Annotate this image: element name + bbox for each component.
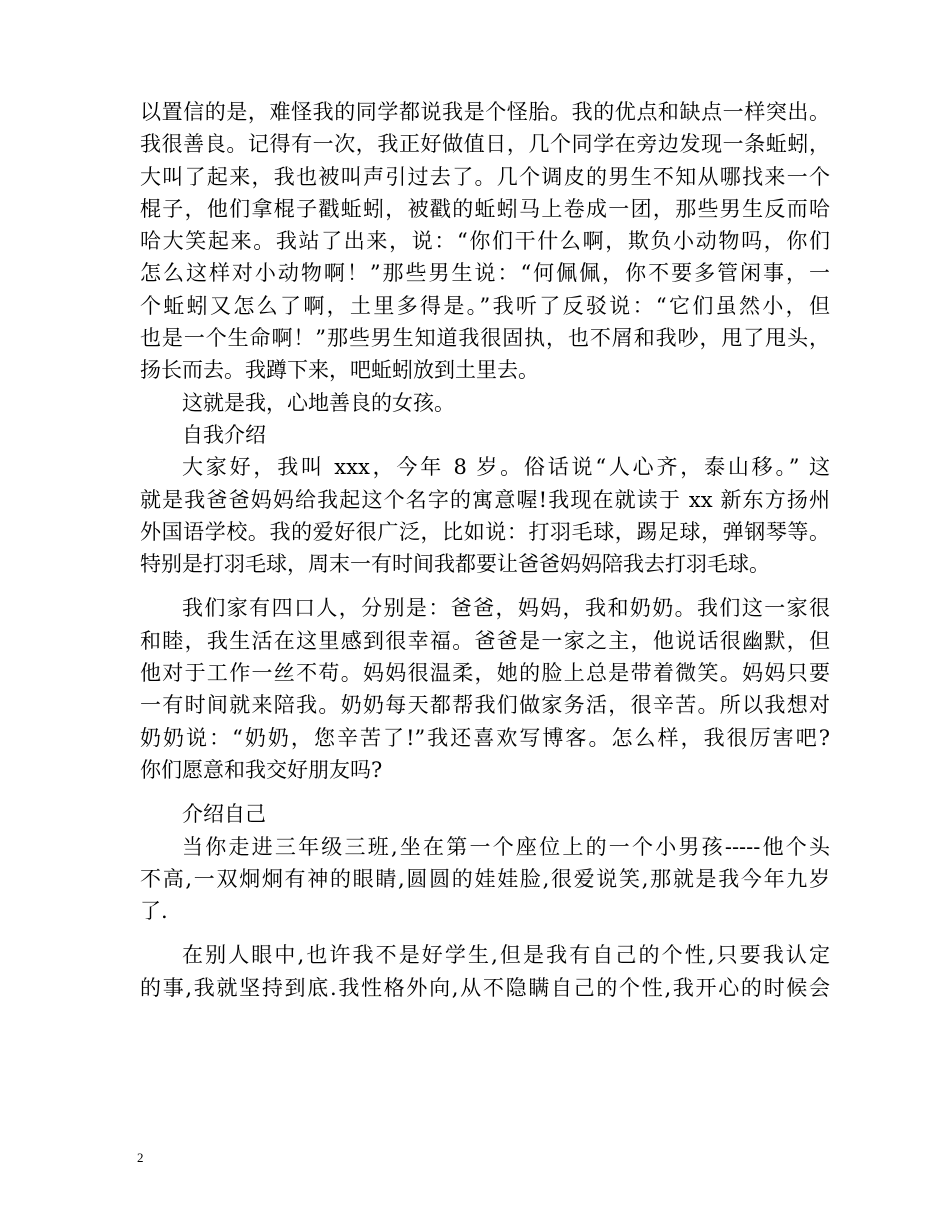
text-line: 特别是打羽毛球，周末一有时间我都要让爸爸妈妈陪我去打羽毛球。 xyxy=(140,552,770,577)
text-line: 棍子，他们拿棍子戳蚯蚓，被戳的蚯蚓马上卷成一团，那些男生反而哈 xyxy=(140,196,830,221)
text-line: 了. xyxy=(140,899,168,924)
text-line: 怎么这样对小动物啊！”那些男生说：“何佩佩，你不要多管闲事，一 xyxy=(140,261,830,286)
text-line: 一有时间就来陪我。奶奶每天都帮我们做家务活，很辛苦。所以我想对 xyxy=(140,693,830,718)
text-line: 你们愿意和我交好朋友吗? xyxy=(140,757,383,782)
text-line: 外国语学校。我的爱好很广泛，比如说：打羽毛球，踢足球，弹钢琴等。 xyxy=(140,519,830,544)
section-heading: 自我介绍 xyxy=(182,422,266,447)
paragraph-gap xyxy=(140,786,830,798)
text-line: 个蚯蚓又怎么了啊，土里多得是。”我听了反驳说：“它们虽然小，但 xyxy=(140,293,830,318)
section-heading: 介绍自己 xyxy=(182,802,266,827)
document-body xyxy=(140,96,830,1004)
text-line: 这就是我，心地善良的女孩。 xyxy=(182,390,455,415)
text-line: 在别人眼中,也许我不是好学生,但是我有自己的个性,只要我认定 xyxy=(182,943,830,968)
text-line: 当你走进三年级三班,坐在第一个座位上的一个小男孩-----他个头 xyxy=(182,834,830,859)
paragraph-gap xyxy=(140,927,830,939)
text-line: 就是我爸爸妈妈给我起这个名字的寓意喔!我现在就读于 xx 新东方扬州 xyxy=(140,487,830,512)
text-line: 以置信的是，难怪我的同学都说我是个怪胎。我的优点和缺点一样突出。 xyxy=(140,100,830,124)
paragraph-gap xyxy=(140,580,830,592)
text-line: 不高,一双炯炯有神的眼睛,圆圆的娃娃脸,很爱说笑,那就是我今年九岁 xyxy=(140,866,830,891)
text-line: 他对于工作一丝不苟。妈妈很温柔，她的脸上总是带着微笑。妈妈只要 xyxy=(140,661,830,686)
page-number: 2 xyxy=(137,1150,144,1165)
text-line: 哈大笑起来。我站了出来，说：“你们干什么啊，欺负小动物吗，你们 xyxy=(140,229,830,254)
text-line: 我很善良。记得有一次，我正好做值日，几个同学在旁边发现一条蚯蚓， xyxy=(140,132,830,157)
text-line: 和睦，我生活在这里感到很幸福。爸爸是一家之主，他说话很幽默，但 xyxy=(140,628,830,653)
text-line: 大叫了起来，我也被叫声引过去了。几个调皮的男生不知从哪找来一个 xyxy=(140,164,830,189)
text-line: 我们家有四口人，分别是：爸爸，妈妈，我和奶奶。我们这一家很 xyxy=(182,596,830,621)
text-line: 大家好，我叫 xxx，今年 8 岁。俗话说“人心齐，泰山移。” 这 xyxy=(182,455,830,480)
text-line: 的事,我就坚持到底.我性格外向,从不隐瞒自己的个性,我开心的时候会 xyxy=(140,975,830,1000)
text-line: 也是一个生命啊！”那些男生知道我很固执，也不屑和我吵，甩了甩头， xyxy=(140,326,830,351)
text-line: 扬长而去。我蹲下来，吧蚯蚓放到土里去。 xyxy=(140,358,539,383)
text-line: 奶奶说：“奶奶，您辛苦了!”我还喜欢写博客。怎么样，我很厉害吧? xyxy=(140,725,830,750)
